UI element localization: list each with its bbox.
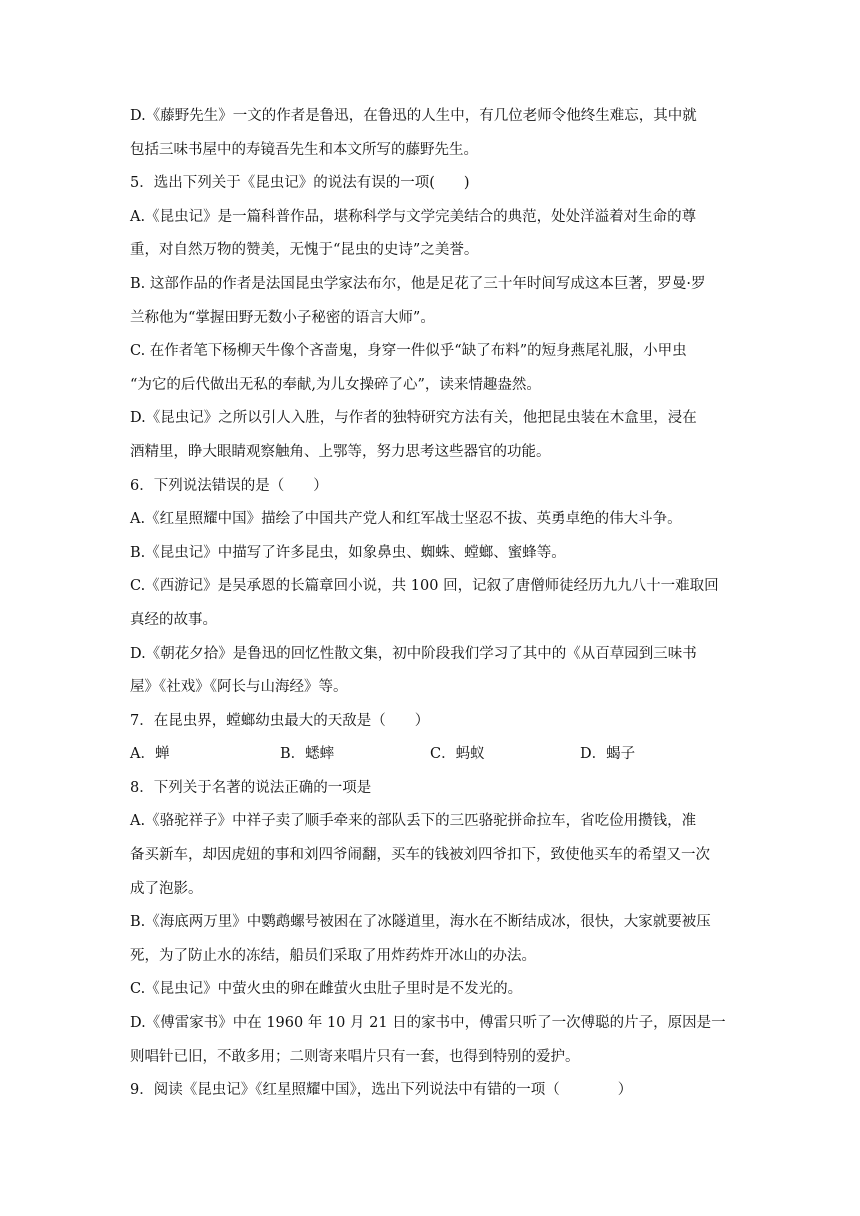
text-line: 真经的故事。 bbox=[130, 611, 217, 628]
text-line: “为它的后代做出无私的奉献,为儿女操碎了心”，读来情趣盎然。 bbox=[130, 376, 541, 393]
text-line: 重，对自然万物的赞美，无愧于“昆虫的史诗”之美誉。 bbox=[130, 242, 479, 259]
text-line: A.《骆驼祥子》中祥子卖了顺手牵来的部队丢下的三匹骆驼拼命拉车，省吃俭用攒钱，准 bbox=[130, 813, 697, 830]
text-line: C.《昆虫记》中萤火虫的卵在雌萤火虫肚子里时是不发光的。 bbox=[130, 981, 523, 998]
text-line: 兰称他为“掌握田野无数小子秘密的语言大师”。 bbox=[130, 309, 435, 326]
text-line: D.《傅雷家书》中在 1960 年 10 月 21 日的家书中，傅雷只听了一次傅聪的片子，原因是一 bbox=[130, 1015, 726, 1032]
text-line: A.《红星照耀中国》描绘了中国共产党人和红军战士坚忍不拔、英勇卓绝的伟大斗争。 bbox=[130, 511, 682, 528]
option-c: C．蚂蚁 bbox=[430, 746, 485, 763]
text-line: 屋》《社戏》《阿长与山海经》等。 bbox=[130, 679, 348, 696]
text-line: B.《海底两万里》中鹦鹉螺号被困在了冰隧道里，海水在不断结成冰，很快，大家就要被压 bbox=[130, 914, 711, 931]
question-6: 6．下列说法错误的是（ ） bbox=[130, 477, 328, 494]
question-5: 5．选出下列关于《昆虫记》的说法有误的一项( ) bbox=[130, 175, 470, 192]
text-line: 包括三味书屋中的寿镜吾先生和本文所写的藤野先生。 bbox=[130, 141, 478, 158]
text-line: 备买新车，却因虎妞的事和刘四爷闹翻，买车的钱被刘四爷扣下，致使他买车的希望又一次 bbox=[130, 847, 710, 864]
question-8: 8．下列关于名著的说法正确的一项是 bbox=[130, 779, 372, 796]
text-line: 死，为了防止水的冻结，船员们采取了用炸药炸开冰山的办法。 bbox=[130, 947, 536, 964]
question-9: 9．阅读《昆虫记》《红星照耀中国》，选出下列说法中有错的一项（ ） bbox=[130, 1082, 633, 1099]
text-line: D.《朝花夕拾》是鲁迅的回忆性散文集，初中阶段我们学习了其中的《从百草园到三味书 bbox=[130, 645, 697, 662]
document-page bbox=[130, 100, 730, 1108]
question-7-options bbox=[130, 738, 730, 772]
text-line: D.《藤野先生》一文的作者是鲁迅，在鲁迅的人生中，有几位老师令他终生难忘，其中就 bbox=[130, 108, 697, 124]
text-line: B. 这部作品的作者是法国昆虫学家法布尔，他是足花了三十年时间写成这本巨著，罗曼·罗 bbox=[130, 275, 706, 292]
text-line: 成了泡影。 bbox=[130, 880, 203, 897]
text-line: C. 在作者笔下杨柳天牛像个吝啬鬼，身穿一件似乎“缺了布料”的短身燕尾礼服，小甲虫 bbox=[130, 343, 687, 360]
text-line: A.《昆虫记》是一篇科普作品，堪称科学与文学完美结合的典范，处处洋溢着对生命的尊 bbox=[130, 208, 697, 225]
text-line: B.《昆虫记》中描写了许多昆虫，如象鼻虫、蜘蛛、螳螂、蜜蜂等。 bbox=[130, 544, 566, 561]
option-d: D．蝎子 bbox=[580, 746, 636, 763]
text-line: D.《昆虫记》之所以引人入胜，与作者的独特研究方法有关，他把昆虫装在木盒里，浸在 bbox=[130, 410, 697, 427]
option-a: A．蝉 bbox=[130, 746, 170, 763]
text-line: 酒精里，睁大眼睛观察触角、上鄂等，努力思考这些器官的功能。 bbox=[130, 443, 551, 460]
text-line: 则唱针已旧，不敢多用；二则寄来唱片只有一套，也得到特别的爱护。 bbox=[130, 1048, 580, 1065]
option-b: B．蟋蟀 bbox=[280, 746, 335, 763]
text-line: C.《西游记》是吴承恩的长篇章回小说，共 100 回，记叙了唐僧师徒经历九九八十一难取回 bbox=[130, 578, 719, 595]
question-7: 7．在昆虫界，螳螂幼虫最大的天敌是（ ） bbox=[130, 712, 430, 729]
